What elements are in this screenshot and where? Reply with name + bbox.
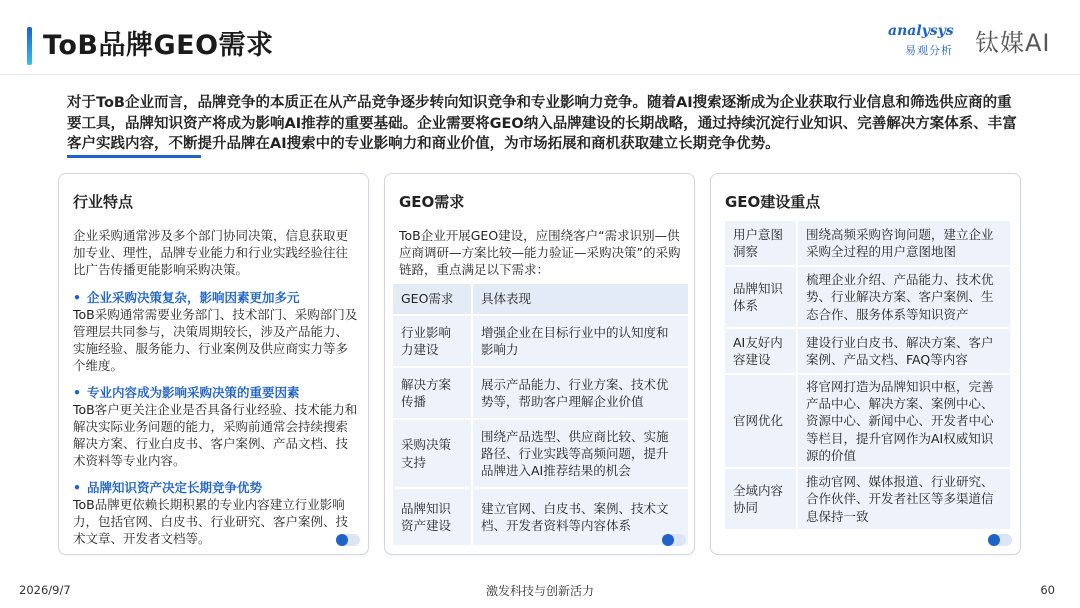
header-divider bbox=[0, 74, 1080, 75]
feature-heading bbox=[73, 479, 358, 496]
card-title: 行业特点 bbox=[73, 193, 134, 211]
table-row bbox=[393, 316, 688, 366]
footer-slogan: 激发科技与创新活力 bbox=[485, 584, 594, 598]
focus-cell: AI友好内容建设 bbox=[725, 329, 796, 373]
detail-cell: 展示产品能力、行业方案、技术优势等，帮助客户理解企业价值 bbox=[473, 368, 688, 418]
feature-text: ToB客户更关注企业是否具备行业经验、技术能力和解决实际业务问题的能力，采购前通常会持续搜索解决方案、行业白皮书、客户案例、产品文档、技术资料等专业内容。 bbox=[73, 401, 358, 469]
intro-underline bbox=[67, 155, 201, 158]
page-number: 60 bbox=[1040, 583, 1055, 597]
detail-cell: 梳理企业介绍、产品能力、技术优势、行业解决方案、客户案例、生态合作、服务体系等知识资产 bbox=[798, 267, 1010, 327]
table-header-cell: 具体表现 bbox=[473, 284, 688, 314]
bullet-icon: • bbox=[73, 384, 81, 400]
carousel-indicator bbox=[336, 534, 360, 546]
card-title: GEO需求 bbox=[399, 193, 465, 211]
carousel-indicator bbox=[988, 534, 1012, 546]
table-row bbox=[725, 469, 1010, 529]
geo-needs-table bbox=[391, 282, 690, 547]
focus-cell: 品牌知识体系 bbox=[725, 267, 796, 327]
detail-cell: 增强企业在目标行业中的认知度和影响力 bbox=[473, 316, 688, 366]
table-row bbox=[725, 221, 1010, 265]
title-accent-bar bbox=[27, 27, 32, 65]
geo-focus-table bbox=[723, 219, 1012, 531]
industry-features-body bbox=[73, 227, 358, 556]
need-cell: 采购决策支持 bbox=[393, 420, 471, 487]
table-row bbox=[725, 267, 1010, 327]
table-header-row bbox=[393, 284, 688, 314]
card-title: GEO建设重点 bbox=[725, 193, 821, 211]
table-row bbox=[725, 375, 1010, 467]
industry-lead-text: 企业采购通常涉及多个部门协同决策，信息获取更加专业、理性，品牌专业能力和行业实践经验往往比广告传播更能影响采购决策。 bbox=[73, 228, 349, 278]
detail-cell: 推动官网、媒体报道、行业研究、合作伙伴、开发者社区等多渠道信息保持一致 bbox=[798, 469, 1010, 529]
feature-section bbox=[73, 479, 358, 548]
carousel-dot-active bbox=[336, 534, 348, 546]
need-cell: 解决方案传播 bbox=[393, 368, 471, 418]
focus-cell: 官网优化 bbox=[725, 375, 796, 467]
feature-text: ToB品牌更依赖长期积累的专业内容建立行业影响力，包括官网、白皮书、行业研究、客户案例、技术文章、开发者文档等。 bbox=[73, 496, 349, 547]
analysys-logo-word: analysys bbox=[888, 23, 954, 39]
analysys-logo-cn: 易观分析 bbox=[905, 44, 953, 57]
tmtpost-ai-logo: 钛媒AI bbox=[975, 29, 1051, 57]
feature-heading bbox=[73, 384, 358, 401]
geo-focus-card bbox=[710, 173, 1021, 555]
table-row bbox=[393, 420, 688, 487]
need-cell: 品牌知识资产建设 bbox=[393, 489, 471, 545]
feature-heading-text: 品牌知识资产决定长期竞争优势 bbox=[87, 479, 263, 495]
intro-paragraph: 对于ToB企业而言，品牌竞争的本质正在从产品竞争逐步转向知识竞争和专业影响力竞争。随着AI搜索逐渐成为企业获取行业信息和筛选供应商的重要工具，品牌知识资产将成为影响AI推荐的重要基础。企业需要将GEO纳入品牌建设的长期战略，通过持续沉淀行业知识、完善解决方案体系、丰富客户实践内容，不断提升品牌在AI搜索中的专业影响力和商业价值，为市场拓展和商机获取建立长期竞争优势。 bbox=[67, 95, 1017, 152]
feature-text: ToB采购通常需要业务部门、技术部门、采购部门及管理层共同参与，决策周期较长，涉及产品能力、实施经验、服务能力、行业案例及供应商实力等多个维度。 bbox=[73, 306, 358, 374]
analysys-logo bbox=[888, 24, 970, 58]
carousel-dot-active bbox=[662, 534, 674, 546]
table-row bbox=[393, 368, 688, 418]
detail-cell: 围绕高频采购咨询问题，建立企业采购全过程的用户意图地图 bbox=[798, 221, 1010, 265]
geo-needs-intro: ToB企业开展GEO建设，应围绕客户“需求识别—供应商调研—方案比较—能力验证—采购决策”的采购链路，重点满足以下需求： bbox=[399, 228, 681, 278]
bullet-icon: • bbox=[73, 479, 81, 495]
feature-heading-text: 专业内容成为影响采购决策的重要因素 bbox=[87, 384, 300, 400]
feature-heading-text: 企业采购决策复杂，影响因素更加多元 bbox=[87, 289, 300, 305]
detail-cell: 建设行业白皮书、解决方案、客户案例、产品文档、FAQ等内容 bbox=[798, 329, 1010, 373]
table-header-cell: GEO需求 bbox=[393, 284, 471, 314]
carousel-dot-active bbox=[988, 534, 1000, 546]
focus-cell: 用户意图洞察 bbox=[725, 221, 796, 265]
footer-date: 2026/9/7 bbox=[19, 583, 71, 597]
detail-cell: 围绕产品选型、供应商比较、实施路径、行业实践等高频问题，提升品牌进入AI推荐结果的机会 bbox=[473, 420, 688, 487]
carousel-indicator bbox=[662, 534, 686, 546]
feature-section bbox=[73, 289, 358, 375]
table-row bbox=[725, 329, 1010, 373]
table-row bbox=[393, 489, 688, 545]
detail-cell: 将官网打造为品牌知识中枢，完善产品中心、解决方案、案例中心、资源中心、新闻中心、开发者中心等栏目，提升官网作为AI权威知识源的价值 bbox=[798, 375, 1010, 467]
page-title: ToB品牌GEO需求 bbox=[43, 30, 274, 61]
need-cell: 行业影响力建设 bbox=[393, 316, 471, 366]
feature-heading bbox=[73, 289, 358, 306]
bullet-icon: • bbox=[73, 289, 81, 305]
feature-section bbox=[73, 384, 358, 470]
focus-cell: 全域内容协同 bbox=[725, 469, 796, 529]
industry-features-card bbox=[58, 173, 369, 555]
geo-needs-card bbox=[384, 173, 695, 555]
detail-cell: 建立官网、白皮书、案例、技术文档、开发者资料等内容体系 bbox=[473, 489, 688, 545]
